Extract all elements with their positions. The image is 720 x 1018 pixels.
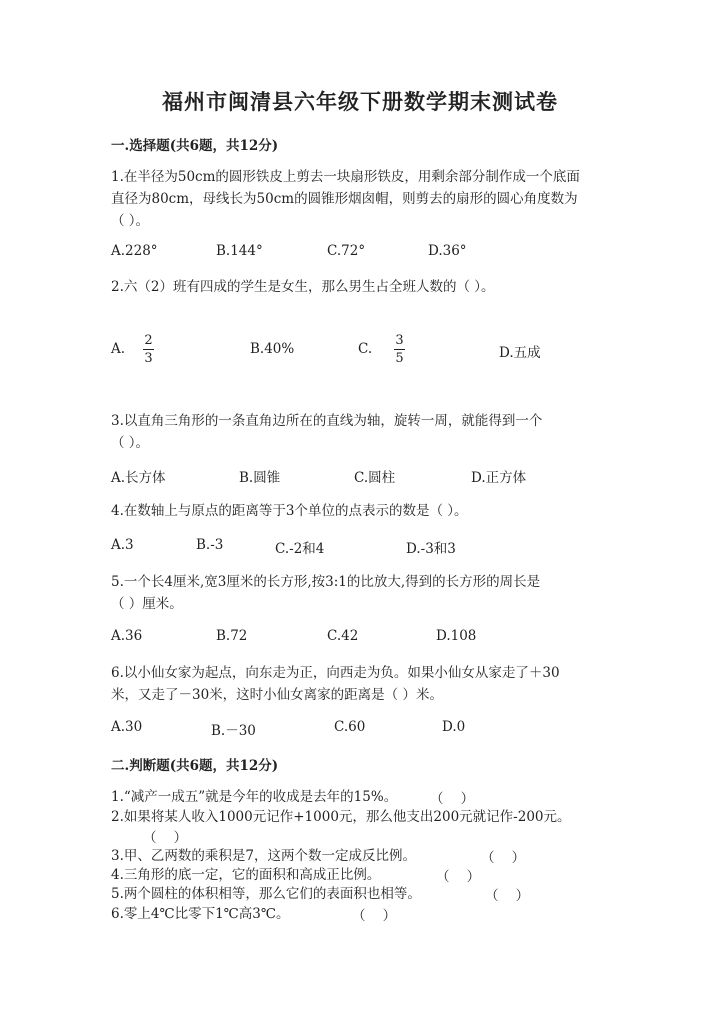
question-1-line2: 直径为80cm，母线长为50cm的圆锥形烟囱帽，则剪去的扇形的圆心角度数为 — [111, 191, 578, 207]
fraction-denominator: 5 — [395, 351, 404, 366]
q1-option-c: C.72° — [327, 243, 366, 259]
question-2-line1: 2.六（2）班有四成的学生是女生，那么男生占全班人数的（ ）。 — [111, 279, 495, 295]
q4-option-a: A.3 — [111, 537, 134, 553]
judgment-text: 6.零上4℃比零下1℃高3℃。 — [111, 906, 290, 922]
judgment-answer-blank: （ ） — [436, 869, 481, 885]
question-5 — [111, 571, 611, 615]
q1-option-a: A.228° — [111, 243, 158, 259]
q5-option-b: B.72 — [216, 628, 248, 644]
fraction-denominator: 3 — [144, 351, 153, 366]
q1-option-d: D.36° — [428, 243, 467, 259]
q6-option-d: D.0 — [442, 719, 466, 735]
fraction-numerator: 2 — [144, 333, 153, 348]
q3-option-a: A.长方体 — [111, 470, 166, 486]
question-1-line3: （ ）。 — [111, 213, 150, 229]
q3-option-c: C.圆柱 — [354, 470, 396, 486]
judgment-text: 3.甲、乙两数的乘积是7，这两个数一定成反比例。 — [111, 848, 416, 864]
q4-option-b: B.-3 — [196, 537, 224, 553]
judgment-item-1 — [111, 787, 591, 807]
judgment-text: 4.三角形的底一定，它的面积和高成正比例。 — [111, 867, 381, 883]
judgment-answer-blank: （ ） — [485, 888, 530, 904]
q6-option-a: A.30 — [111, 719, 143, 735]
judgment-answer-blank: （ ） — [143, 830, 188, 846]
judgment-item-6 — [111, 904, 591, 924]
question-4-line1: 4.在数轴上与原点的距离等于3个单位的点表示的数是（ ）。 — [111, 503, 468, 519]
question-1-line1: 1.在半径为50cm的圆形铁皮上剪去一块扇形铁皮，用剩余部分制作成一个底面 — [111, 169, 580, 185]
section-heading-judgment: 二.判断题(共6题，共12分) — [111, 758, 279, 774]
q6-option-b: B.－30 — [211, 723, 256, 739]
question-2 — [111, 276, 611, 298]
q2-option-d: D.五成 — [499, 345, 541, 361]
question-4 — [111, 500, 611, 522]
question-1 — [111, 166, 611, 232]
judgment-text: 1.“减产一成五”就是今年的收成是去年的15%。 — [111, 789, 398, 805]
q6-option-c: C.60 — [334, 719, 366, 735]
question-3-line1: 3.以直角三角形的一条直角边所在的直线为轴，旋转一周，就能得到一个 — [111, 413, 543, 429]
fraction-bar — [143, 349, 154, 350]
q3-option-b: B.圆锥 — [239, 470, 281, 486]
question-6 — [111, 662, 611, 706]
q5-option-d: D.108 — [436, 628, 477, 644]
question-6-line1: 6.以小仙女家为起点，向东走为正，向西走为负。如果小仙女从家走了＋30 — [111, 665, 560, 681]
q4-option-d: D.-3和3 — [406, 541, 456, 557]
question-6-line2: 米，又走了－30米，这时小仙女离家的距离是（ ）米。 — [111, 687, 443, 703]
q1-option-b: B.144° — [216, 243, 263, 259]
question-3-line2: （ ）。 — [111, 435, 150, 451]
q4-option-c: C.-2和4 — [275, 541, 325, 557]
judgment-text: 2.如果将某人收入1000元记作+1000元，那么他支出200元就记作-200元。 — [111, 809, 571, 825]
q2-option-a-fraction — [143, 334, 154, 365]
question-3 — [111, 410, 611, 454]
judgment-text: 5.两个圆柱的体积相等，那么它们的表面积也相等。 — [111, 886, 421, 902]
exam-title: 福州市闽清县六年级下册数学期末测试卷 — [162, 89, 558, 114]
q2-option-c: C. — [358, 341, 373, 357]
q5-option-a: A.36 — [111, 628, 143, 644]
q5-option-c: C.42 — [327, 628, 359, 644]
fraction-numerator: 3 — [395, 333, 404, 348]
fraction-bar — [394, 349, 405, 350]
judgment-answer-blank: （ ） — [352, 908, 397, 924]
q2-option-a: A. — [111, 341, 126, 357]
q2-option-c-fraction — [394, 334, 405, 365]
judgment-answer-blank: （ ） — [481, 850, 526, 866]
q2-option-b: B.40% — [250, 341, 295, 357]
q3-option-d: D.正方体 — [471, 470, 527, 486]
section-heading-choice: 一.选择题(共6题，共12分) — [111, 138, 279, 154]
question-5-line1: 5.一个长4厘米,宽3厘米的长方形,按3:1的比放大,得到的长方形的周长是 — [111, 574, 541, 590]
judgment-answer-blank: （ ） — [430, 791, 475, 807]
question-5-line2: （ ）厘米。 — [111, 596, 183, 612]
judgment-item-4 — [111, 865, 591, 885]
judgment-item-2 — [111, 807, 611, 827]
